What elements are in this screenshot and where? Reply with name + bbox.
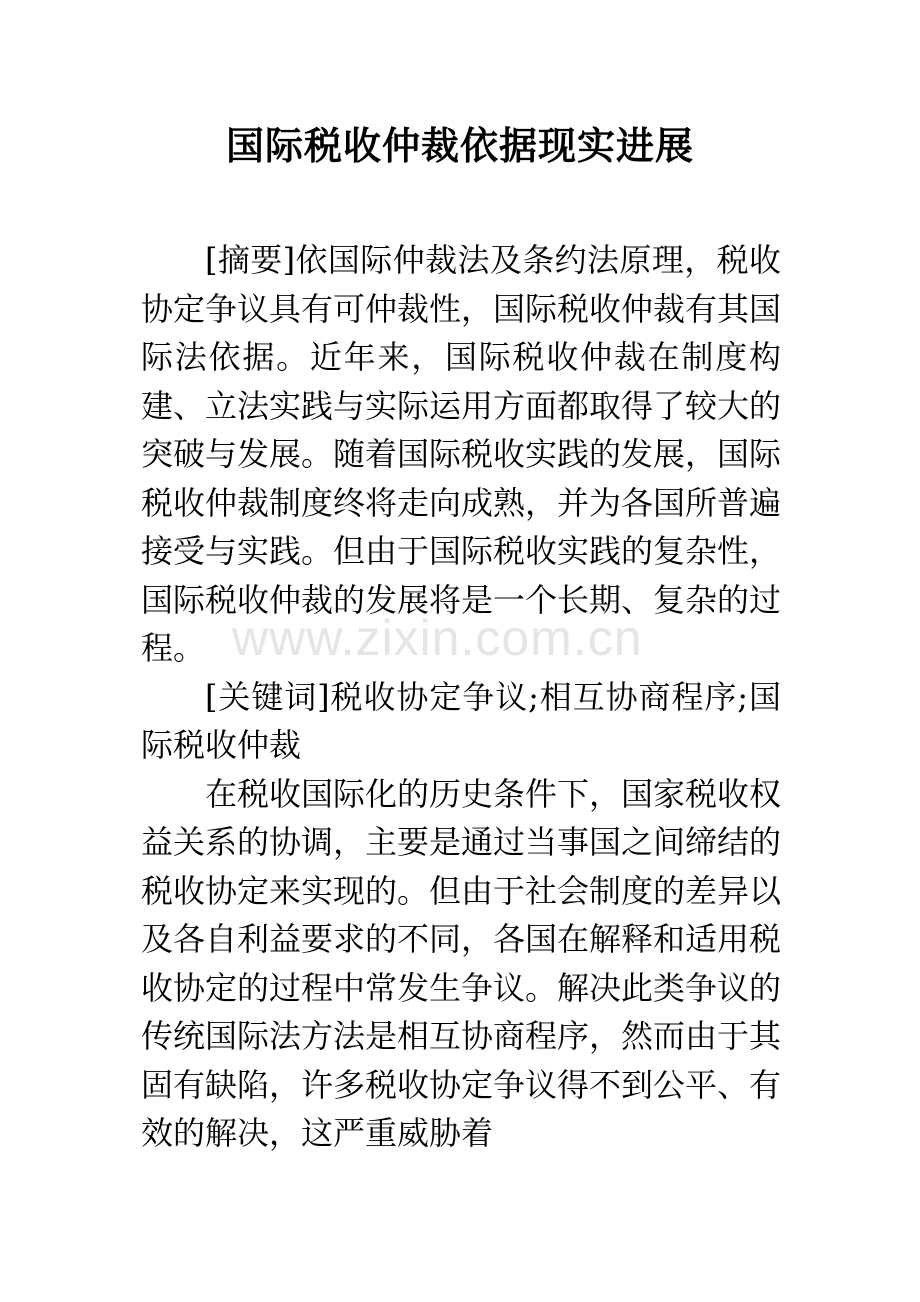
document-title: 国际税收仲裁依据现实进展 [225,123,694,168]
body-paragraph: 在税收国际化的历史条件下，国家税收权益关系的协调，主要是通过当事国之间缔结的税收协定来实现的。但由于社会制度的差异以及各自利益要求的不同，各国在解释和适用税收协定的过程中常发生争议。解决此类争议的传统国际法方法是相互协商程序，然而由于其固有缺陷，许多税收协定争议得不到公平、有效的解决，这严重威胁着 [141,774,782,1152]
abstract-paragraph: [摘要]依国际仲裁法及条约法原理，税收协定争议具有可仲裁性，国际税收仲裁有其国际法依据。近年来，国际税收仲裁在制度构建、立法实践与实际运用方面都取得了较大的突破与发展。随着国际税收实践的发展，国际税收仲裁制度终将走向成熟，并为各国所普遍接受与实践。但由于国际税收实践的复杂性，国际税收仲裁的发展将是一个长期、复杂的过程。 [141,241,782,667]
document-body [141,236,781,1158]
watermark: www.zixin.com.cn [232,610,643,666]
keywords-paragraph: [关键词]税收协定争议;相互协商程序;国际税收仲裁 [141,677,781,764]
